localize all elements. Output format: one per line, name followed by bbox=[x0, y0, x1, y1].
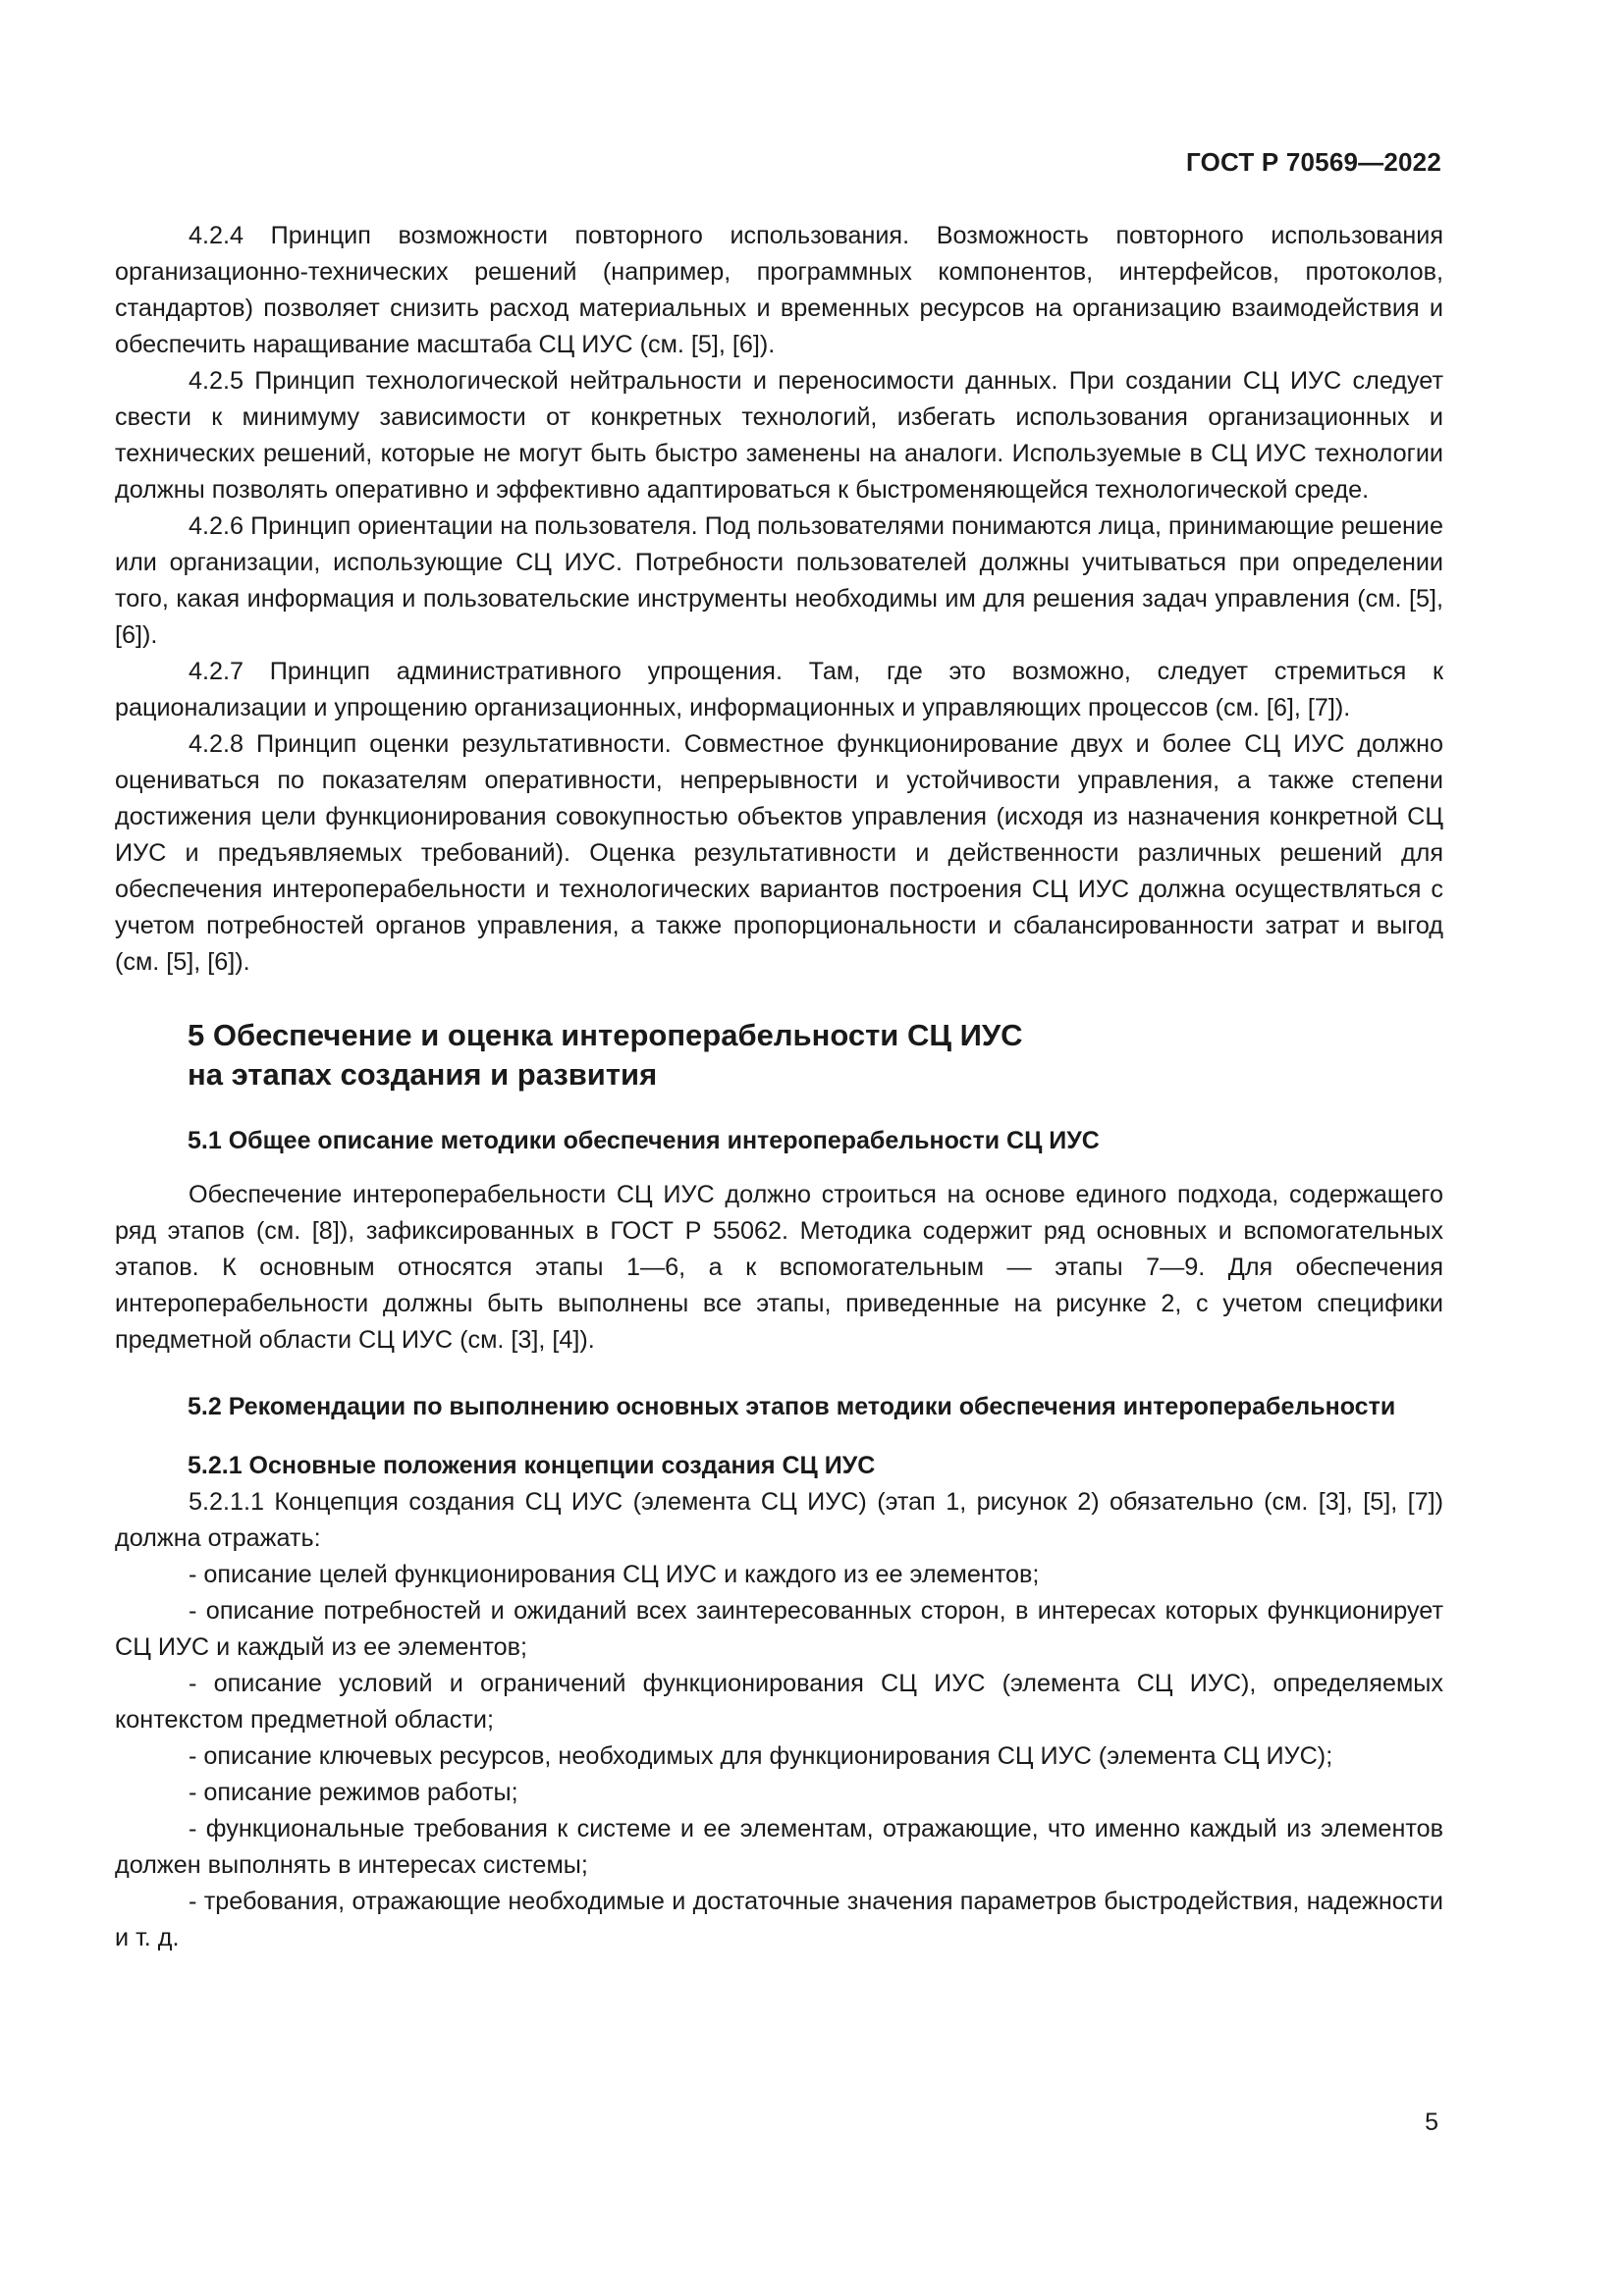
list-item: - функциональные требования к системе и ее элементам, отражающие, что именно каждый из элементов должен выполнять в интересах системы; bbox=[115, 1815, 1443, 1879]
paragraph-4-2-5: 4.2.5 Принцип технологической нейтральности и переносимости данных. При создании СЦ ИУС следует свести к минимуму зависимости от конкретных технологий, избегать использования организационных и технических решений, которые не могут быть быстро заменены на аналоги. Используемые в СЦ ИУС технологии должны позволять оперативно и эффективно адаптироваться к быстроменяющейся технологической среде. bbox=[115, 367, 1443, 504]
list-item: - описание целей функционирования СЦ ИУС и каждого из ее элементов; bbox=[189, 1561, 1040, 1588]
list-item: - описание режимов работы; bbox=[189, 1779, 518, 1806]
section-5-title-line2: на этапах создания и развития bbox=[188, 1057, 658, 1092]
paragraph-4-2-4: 4.2.4 Принцип возможности повторного использования. Возможность повторного использования организационно-технических решений (например, программных компонентов, интерфейсов, протоколов, стандартов) позволяет снизить расход материальных и временных ресурсов на организацию взаимодействия и обеспечить наращивание масштаба СЦ ИУС (см. [5], [6]). bbox=[115, 222, 1443, 358]
paragraph-5-1: Обеспечение интероперабельности СЦ ИУС должно строиться на основе единого подхода, содержащего ряд этапов (см. [8]), зафиксированных в ГОСТ Р 55062. Методика содержит ряд основных и вспомогательных этапов. К основным относятся этапы 1—6, а к вспомогательным — этапы 7—9. Для обеспечения интероперабельности должны быть выполнены все этапы, приведенные на рисунке 2, с учетом специфики предметной области СЦ ИУС (см. [3], [4]). bbox=[115, 1181, 1443, 1354]
subsection-5-2-heading: 5.2 Рекомендации по выполнению основных этапов методики обеспечения интероперабельности bbox=[188, 1393, 1396, 1420]
list-item: - описание потребностей и ожиданий всех заинтересованных сторон, в интересах которых функционирует СЦ ИУС и каждый из ее элементов; bbox=[115, 1597, 1443, 1661]
paragraph-5-2-1-1: 5.2.1.1 Концепция создания СЦ ИУС (элемента СЦ ИУС) (этап 1, рисунок 2) обязательно (см. [3], [5], [7]) должна отражать: bbox=[115, 1488, 1443, 1552]
page-number: 5 bbox=[1425, 2109, 1438, 2136]
list-item: - описание условий и ограничений функционирования СЦ ИУС (элемента СЦ ИУС), определяемых контекстом предметной области; bbox=[115, 1670, 1443, 1734]
page-content bbox=[115, 218, 1443, 1956]
list-item: - требования, отражающие необходимые и достаточные значения параметров быстродействия, надежности и т. д. bbox=[115, 1888, 1443, 1951]
subsection-5-1-heading: 5.1 Общее описание методики обеспечения интероперабельности СЦ ИУС bbox=[188, 1127, 1100, 1154]
section-5-heading bbox=[188, 1016, 1443, 1095]
paragraph-4-2-6: 4.2.6 Принцип ориентации на пользователя. Под пользователями понимаются лица, принимающие решение или организации, использующие СЦ ИУС. Потребности пользователей должны учитываться при определении того, какая информация и пользовательские инструменты необходимы им для решения задач управления (см. [5], [6]). bbox=[115, 512, 1443, 649]
document-code-header: ГОСТ Р 70569—2022 bbox=[1186, 147, 1441, 177]
section-5-title-line1: 5 Обеспечение и оценка интероперабельности СЦ ИУС bbox=[188, 1018, 1023, 1052]
list-item: - описание ключевых ресурсов, необходимых для функционирования СЦ ИУС (элемента СЦ ИУС); bbox=[189, 1742, 1333, 1770]
subsection-5-2-1-heading: 5.2.1 Основные положения концепции создания СЦ ИУС bbox=[188, 1452, 876, 1479]
paragraph-4-2-8: 4.2.8 Принцип оценки результативности. Совместное функционирование двух и более СЦ ИУС должно оцениваться по показателям оперативности, непрерывности и устойчивости управления, а также степени достижения цели функционирования совокупностью объектов управления (исходя из назначения конкретной СЦ ИУС и предъявляемых требований). Оценка результативности и действенности различных решений для обеспечения интероперабельности и технологических вариантов построения СЦ ИУС должна осуществляться с учетом потребностей органов управления, а также пропорциональности и сбалансированности затрат и выгод (см. [5], [6]). bbox=[115, 730, 1443, 976]
paragraph-4-2-7: 4.2.7 Принцип административного упрощения. Там, где это возможно, следует стремиться к рационализации и упрощению организационных, информационных и управляющих процессов (см. [6], [7]). bbox=[115, 658, 1443, 721]
